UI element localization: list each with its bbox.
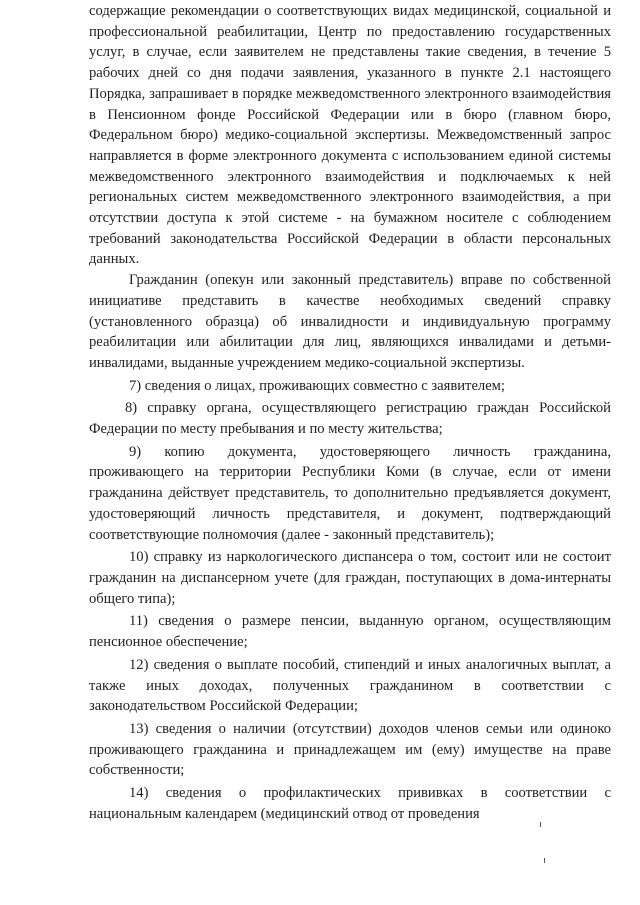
list-item-11: 11) сведения о размере пенсии, выданную органом, осуществляющим пенсионное обеспечение;: [89, 613, 611, 651]
paragraph-interagency-request: содержащие рекомендации о соответствующих видах медицинской, социальной и профессиональной реабилитации, Центр по предоставлению государственных услуг, в случае, если заявителем не представлены такие сведения, в течение 5 рабочих дней со дня подачи заявления, указанного в пункте 2.1 настоящего Порядка, запрашивает в порядке межведомственного электронного взаимодействия в Пенсионном фонде Российской Федерации или в бюро (главном бюро, Федеральном бюро) медико-социальной экспертизы. Межведомственный запрос направляется в форме электронного документа с использованием единой системы межведомственного электронного взаимодействия и подключаемых к ней региональных систем межведомственного электронного взаимодействия, а при отсутствии доступа к этой системе - на бумажном носителе с соблюдением требований законодательства Российской Федерации в области персональных данных.: [89, 3, 611, 268]
scan-speck: [540, 822, 541, 827]
document-text: [89, 1, 611, 824]
list-item-7: 7) сведения о лицах, проживающих совместно с заявителем;: [129, 377, 505, 394]
list-item-8: 8) справку органа, осуществляющего регистрацию граждан Российской Федерации по месту пребывания и по месту жительства;: [89, 400, 611, 438]
list-item-13: 13) сведения о наличии (отсутствии) доходов членов семьи или одиноко проживающего гражданина и принадлежащем им (ему) имуществе на праве собственности;: [89, 720, 611, 779]
scan-speck: [544, 858, 545, 863]
list-item-12: 12) сведения о выплате пособий, стипендий и иных аналогичных выплат, а также иных доходах, полученных гражданином в соответствии с законодательством Российской Федерации;: [89, 656, 611, 715]
list-item-10: 10) справку из наркологического диспансера о том, состоит или не состоит гражданин на диспансерном учете (для граждан, поступающих в дома-интернаты общего типа);: [89, 549, 611, 607]
list-item-14: 14) сведения о профилактических прививках в соответствии с национальным календарем (медицинский отвод от проведения: [89, 785, 611, 822]
list-item-9: 9) копию документа, удостоверяющего личность гражданина, проживающего на территории Республики Коми (в случае, если от имени гражданина действует представитель, то дополнительно предъявляется документ, удостоверяющий личность представителя, и документ, подтверждающий соответствующие полномочия (далее - законный представитель);: [89, 443, 611, 543]
paragraph-citizen-initiative: Гражданин (опекун или законный представитель) вправе по собственной инициативе представить в качестве необходимых сведений справку (установленного образца) об инвалидности и индивидуальную программу реабилитации или абилитации для лиц, являющихся инвалидами и детьми-инвалидами, выданные учреждением медико-социальной экспертизы.: [89, 272, 611, 371]
